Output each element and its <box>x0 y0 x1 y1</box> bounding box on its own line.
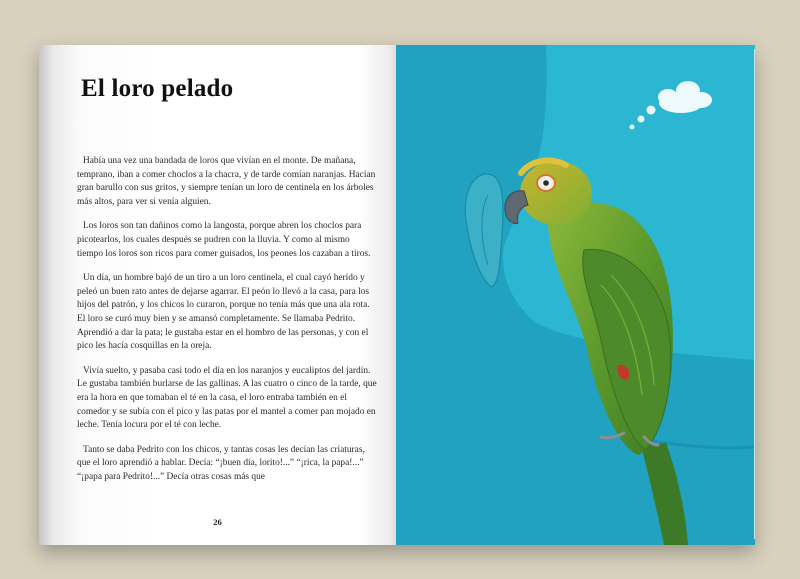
paragraph: Los loros son tan dañinos como la langosta, porque abren los choclos para picotearlos, los cuales después se pudren con la lluvia. Y como al mismo tiempo los loros son ricos para comer guisados, los peones los cazaban a tiros. <box>77 221 371 259</box>
illustration-page <box>396 45 755 545</box>
thought-bubble <box>630 125 635 130</box>
text-page <box>39 45 396 545</box>
story-title: El loro pelado <box>81 75 234 102</box>
paragraph: Había una vez una bandada de loros que vivían en el monte. De mañana, temprano, iban a comer choclos a la chacra, y de tarde comían naranjas. Hacían gran barullo con sus gritos, y siempre tenían un loro de centinela en los árboles más altos, para ver si venía alguien. <box>77 156 376 207</box>
paragraph: Vivía suelto, y pasaba casi todo el día en los naranjos y eucaliptos del jardín. Le gustaba también burlarse de las gallinas. A las cuatro o cinco de la tarde, que era la hora en que tomaban el té en la casa, el loro entraba también en el comedor y se subía con el pico y las patas por el mantel a comer pan mojado en leche. Tenía locura por el té con leche. <box>77 365 377 431</box>
page-edge <box>754 49 755 539</box>
parrot-illustration <box>396 45 755 545</box>
thought-bubble <box>638 116 645 123</box>
open-book <box>39 45 755 545</box>
thought-bubble <box>647 106 656 115</box>
cloud-icon <box>658 81 712 113</box>
story-body <box>77 155 377 495</box>
paragraph: Un día, un hombre bajó de un tiro a un loro centinela, el cual cayó herido y peleó un buen rato antes de dejarse agarrar. El peón lo llevó a la casa, para los hijos del patrón, y los chicos lo curaron, porque no tenía más que una ala rota. El loro se curó muy bien y se amansó completamente. Se llamaba Pedrito. Aprendió a dar la pata; le gustaba estar en el hombro de las personas, y con el pico les hacía cosquillas en la oreja. <box>77 273 370 352</box>
paragraph: Tanto se daba Pedrito con los chicos, y tantas cosas les decían las criaturas, que el loro aprendió a hablar. Decía: “¡buen día, lorito!...” “¡rica, la papa!...” “¡papa para Pedrito!...” Decía otras cosas más que <box>77 444 365 482</box>
page-number: 26 <box>213 517 222 527</box>
